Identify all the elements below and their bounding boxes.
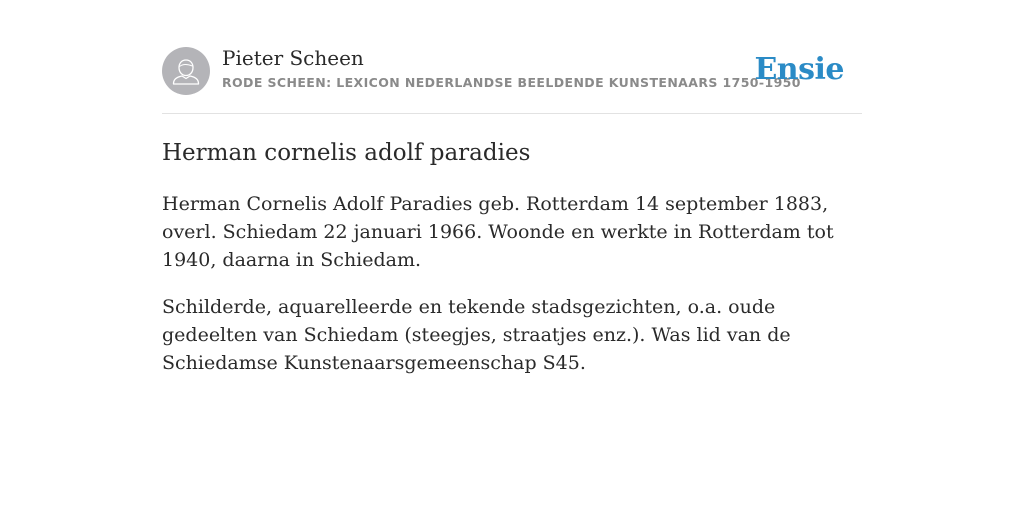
user-silhouette-icon [162, 47, 210, 95]
source-title[interactable]: RODE SCHEEN: LEXICON NEDERLANDSE BEELDENDE KUNSTENAARS 1750-1950 [222, 75, 801, 90]
header-divider [162, 113, 862, 114]
header [162, 44, 862, 98]
author-name[interactable]: Pieter Scheen [222, 46, 364, 70]
article-paragraph: Herman Cornelis Adolf Paradies geb. Rotterdam 14 september 1883, overl. Schiedam 22 januari 1966. Woonde en werkte in Rotterdam tot 1940, daarna in Schiedam. [162, 193, 834, 271]
article-body [162, 190, 862, 396]
avatar [162, 47, 210, 95]
article-title: Herman cornelis adolf paradies [162, 140, 531, 166]
brand-logo[interactable]: Ensie [754, 52, 844, 87]
article-paragraph: Schilderde, aquarelleerde en tekende stadsgezichten, o.a. oude gedeelten van Schiedam (steegjes, straatjes enz.). Was lid van de Schiedamse Kunstenaarsgemeenschap S45. [162, 296, 791, 374]
